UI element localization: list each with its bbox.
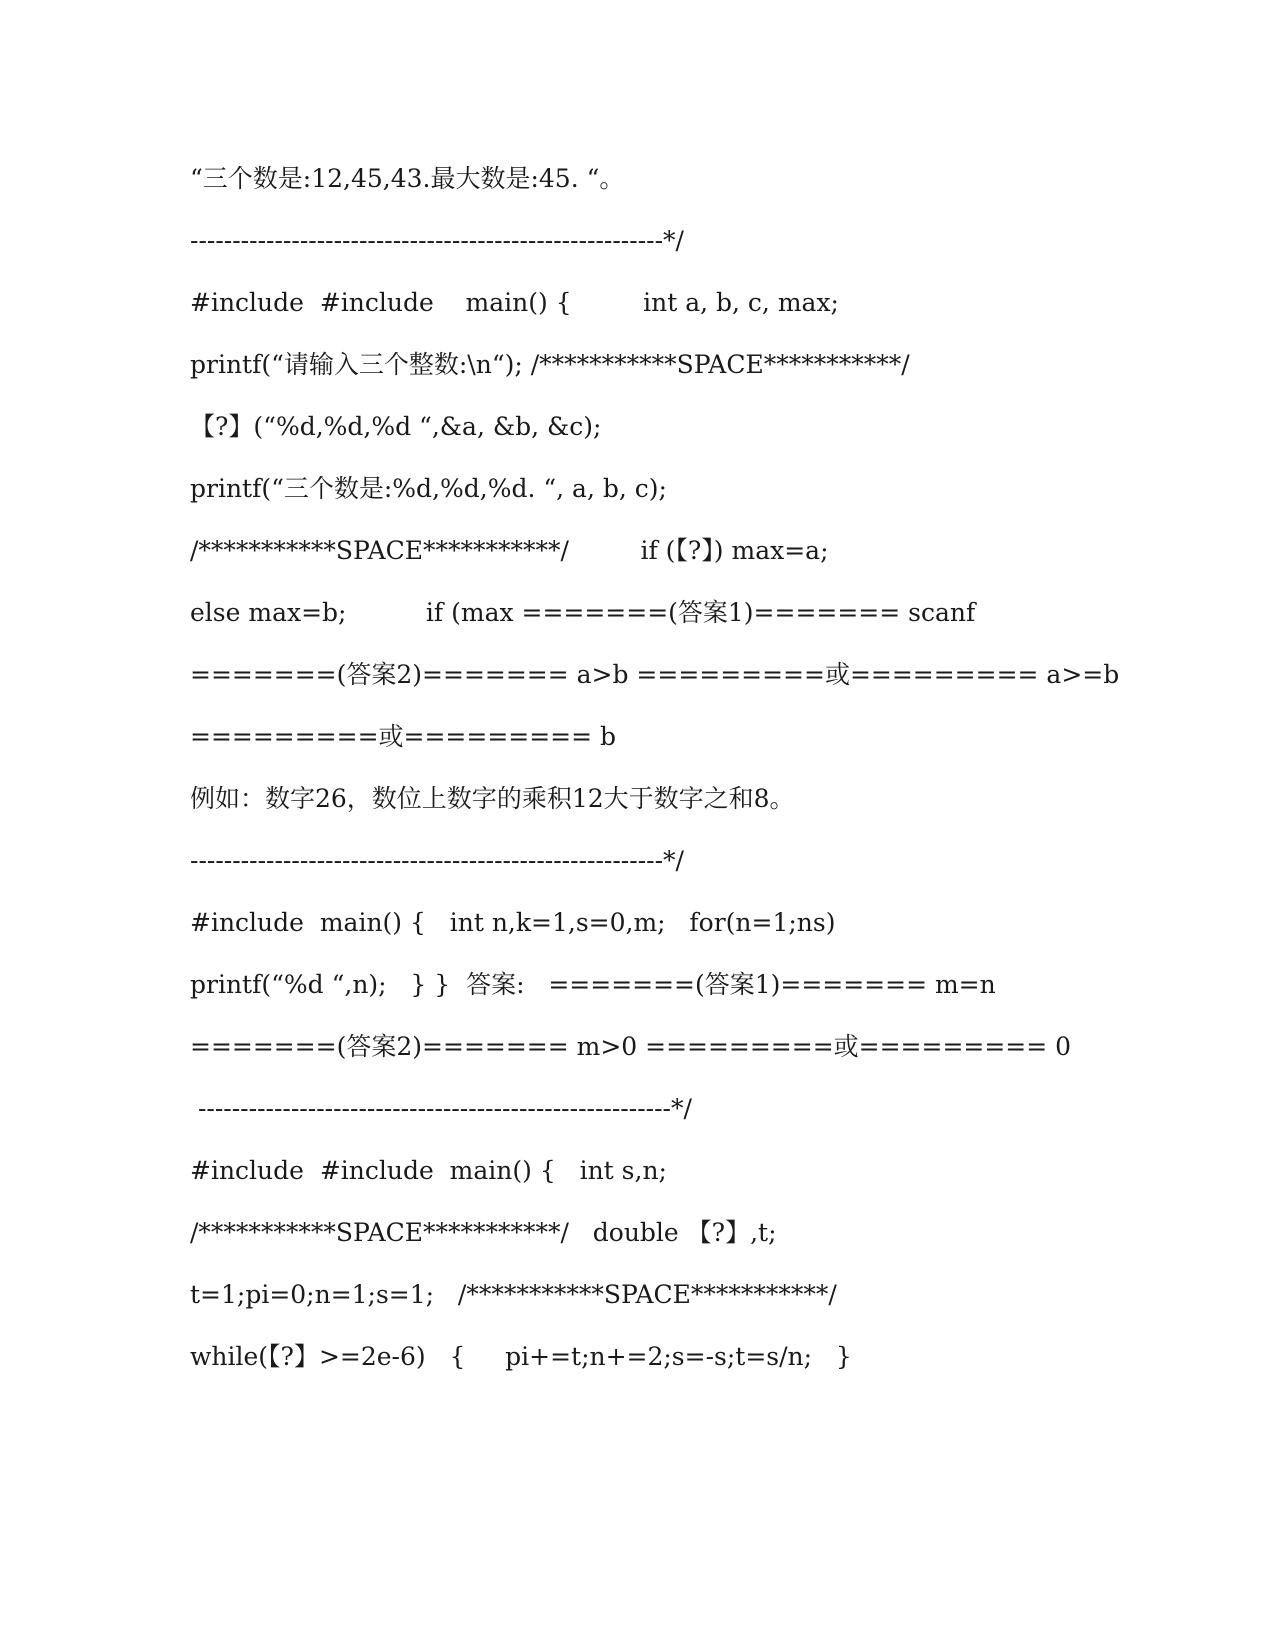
code-line-printf-prompt: printf(“请输入三个整数:\n“); /***********SPACE***********/ <box>190 350 910 379</box>
example-text-line: 例如：数字26，数位上数字的乘积12大于数字之和8。 <box>190 784 795 813</box>
code-line-while-blank: while(【?】>=2e-6) { pi+=t;n+=2;s=-s;t=s/n; } <box>190 1342 852 1371</box>
code-line-printf-answer: printf(“%d “,n); } } 答案: =======(答案1)======= m=n <box>190 970 996 999</box>
separator-line-2: --------------------------------------------------------*/ <box>190 846 684 875</box>
code-line-else-answer1: else max=b; if (max =======(答案1)======= scanf <box>190 598 976 627</box>
code-line-double-blank: /***********SPACE***********/ double 【?】,t; <box>190 1218 777 1247</box>
code-line-blank-input: 【?】(“%d,%d,%d “,&a, &b, &c); <box>190 412 602 441</box>
code-line-main-for: #include main() { int n,k=1,s=0,m; for(n=1;ns) <box>190 908 836 937</box>
code-line-includes-main: #include #include main() { int a, b, c, max; <box>190 288 839 317</box>
code-line-includes-main-2: #include #include main() { int s,n; <box>190 1156 667 1185</box>
code-line-printf-result: printf(“三个数是:%d,%d,%d. “, a, b, c); <box>190 474 667 503</box>
answer-line-4: =======(答案2)======= m>0 =========或========= 0 <box>190 1032 1072 1061</box>
code-line-if-blank: /***********SPACE***********/ if (【?】) max=a; <box>190 536 829 565</box>
separator-line-3: --------------------------------------------------------*/ <box>190 1094 692 1123</box>
text-line-1: “三个数是:12,45,43.最大数是:45. “。 <box>190 164 625 193</box>
answer-line-2: =======(答案2)======= a>b =========或========= a>=b <box>190 660 1120 689</box>
answer-line-3: =========或========= b <box>190 722 617 751</box>
code-line-init: t=1;pi=0;n=1;s=1; /***********SPACE***********/ <box>190 1280 837 1309</box>
separator-line-1: --------------------------------------------------------*/ <box>190 226 684 255</box>
